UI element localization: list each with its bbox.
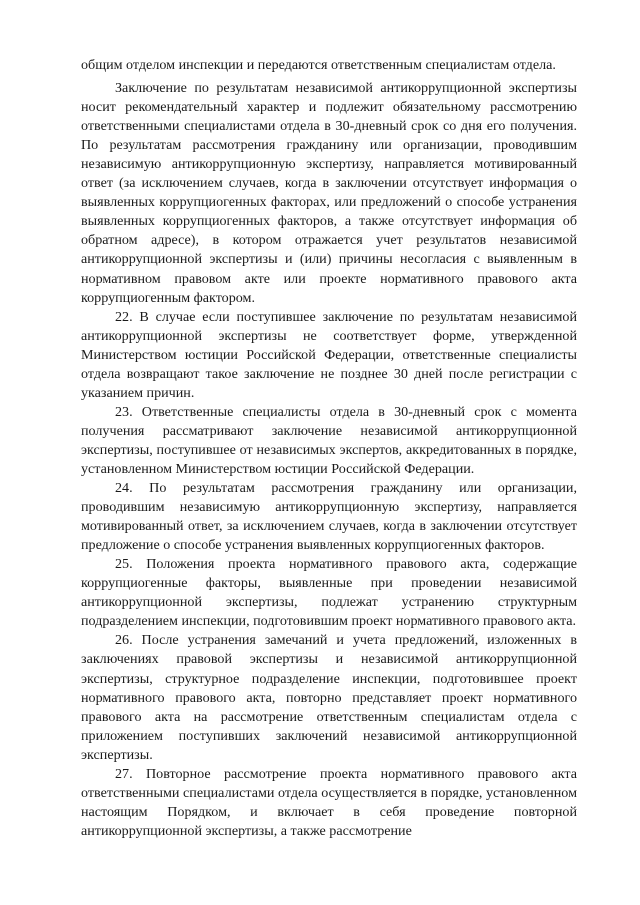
paragraph-item-22: 22. В случае если поступившее заключение по результатам независимой антикоррупционной экспертизы не соответствует форме, утвержденной Министерством юстиции Российской Федерации, ответственные специалисты отдела возвращают такое заключение не позднее 30 дней после регистрации с указанием причин. <box>81 308 577 401</box>
paragraph-item-23: 23. Ответственные специалисты отдела в 30-дневный срок с момента получения рассматривают заключение независимой антикоррупционной экспертизы, поступившее от независимых экспертов, аккредитованных в порядке, установленном Министерством юстиции Российской Федерации. <box>81 403 577 477</box>
document-page <box>81 56 577 841</box>
paragraph-item-24: 24. По результатам рассмотрения гражданину или организации, проводившим независимую антикоррупционную экспертизу, направляется мотивированный ответ, за исключением случаев, когда в заключении отсутствует предложение о способе устранения выявленных коррупциогенных факторов. <box>81 480 577 554</box>
paragraph-item-25: 25. Положения проекта нормативного правового акта, содержащие коррупциогенные факторы, выявленные при проведении независимой антикоррупционной экспертизы, подлежат устранению структурным подразделением инспекции, подготовившим проект нормативного правового акта. <box>81 556 577 630</box>
paragraph-independent-expert-conclusion: Заключение по результатам независимой антикоррупционной экспертизы носит рекомендательный характер и подлежит обязательному рассмотрению ответственными специалистами отдела в 30-дневный срок со дня его получения. По результатам рассмотрения гражданину или организации, проводившим независимую антикоррупционную экспертизу, направляется мотивированный ответ (за исключением случаев, когда в заключении отсутствует информация о выявленных коррупциогенных факторах, или предложений о способе устранения выявленных коррупциогенных факторов, а также отсутствует информация об обратном адресе), в котором отражается учет результатов независимой антикоррупционной экспертизы и (или) причины несогласия с выявленным в нормативном правовом акте или проекте нормативного правового акта коррупциогенным фактором. <box>81 80 577 306</box>
paragraph-item-27: 27. Повторное рассмотрение проекта нормативного правового акта ответственными специалистами отдела осуществляется в порядке, установленном настоящим Порядком, и включает в себя проведение повторной антикоррупционной экспертизы, а также рассмотрение <box>81 765 577 839</box>
paragraph-item-26: 26. После устранения замечаний и учета предложений, изложенных в заключениях правовой экспертизы и независимой антикоррупционной экспертизы, структурное подразделение инспекции, подготовившее проект нормативного правового акта, повторно представляет проект нормативного правового акта на рассмотрение ответственным специалистам отдела с приложением поступивших заключений независимой антикоррупционной экспертизы. <box>81 632 577 763</box>
paragraph-continuation: общим отделом инспекции и передаются ответственным специалистам отдела. <box>81 57 556 73</box>
